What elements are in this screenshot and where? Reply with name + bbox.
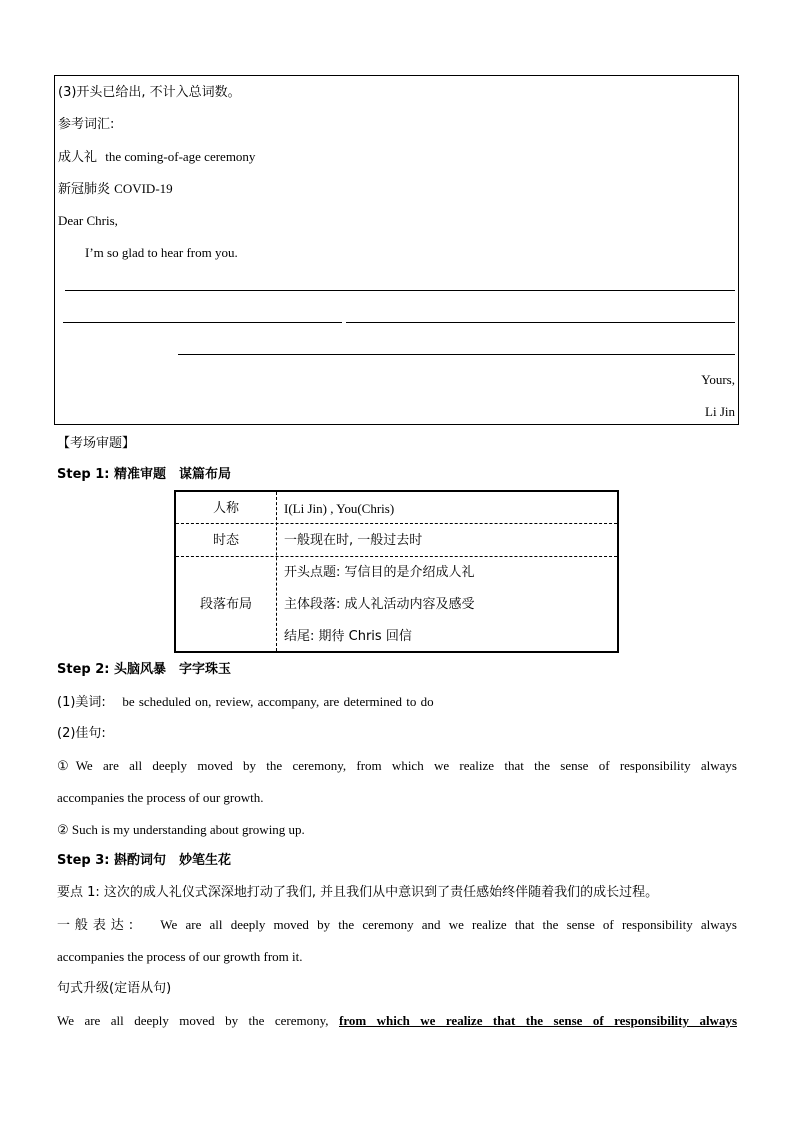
closing: Yours,: [701, 372, 735, 387]
signature: Li Jin: [705, 404, 735, 419]
vocab-item-2-cn: 新冠肺炎: [58, 182, 111, 197]
sentence-1-line-2: accompanies the process of our growth.: [57, 790, 264, 805]
upgrade-sentence-highlight: from which we realize that the sense of responsibility always: [338, 1013, 737, 1028]
table-divider-vertical: [276, 492, 277, 651]
writing-line-1: [65, 290, 735, 291]
writing-line-2b: [346, 322, 735, 323]
general-expression-line-2: accompanies the process of our growth from it.: [57, 949, 303, 964]
good-sentences-label: (2)佳句:: [57, 726, 106, 741]
vocab-item-1-en: the coming-of-age ceremony: [105, 149, 256, 164]
table-label-person: 人称: [212, 501, 239, 516]
vocab-item-2: [58, 181, 173, 198]
section-title: 【考场审题】: [57, 436, 136, 451]
step3-title: Step 3: 斟酌词句 妙笔生花: [57, 853, 231, 868]
table-label-tense: 时态: [212, 533, 239, 548]
instruction-line: (3)开头已给出, 不计入总词数。: [58, 85, 241, 100]
upgrade-label: 句式升级(定语从句): [57, 981, 172, 996]
sentence-1-line-1: [57, 758, 737, 774]
sentence-2-number: ②: [57, 822, 69, 837]
table-value-tense: 一般现在时, 一般过去时: [284, 533, 423, 548]
beautiful-words-label: (1)美词:: [57, 695, 106, 710]
sentence-1-text-1: We are all deeply moved by the ceremony, from which we realize that the sense of responsibility always: [75, 758, 737, 773]
vocab-item-1-cn: 成人礼: [58, 150, 98, 165]
upgrade-sentence-plain: We are all deeply moved by the ceremony,: [57, 1013, 329, 1028]
analysis-table: [174, 490, 619, 653]
table-divider-row-2: [176, 556, 617, 557]
step1-title: Step 1: 精准审题 谋篇布局: [57, 467, 231, 482]
vocab-title: 参考词汇:: [58, 117, 115, 132]
writing-task-box: [54, 75, 739, 425]
table-value-person: I(Li Jin) , You(Chris): [284, 501, 395, 516]
table-value-layout-1: 开头点题: 写信目的是介绍成人礼: [284, 565, 475, 580]
salutation: Dear Chris,: [58, 213, 118, 228]
sentence-2-text: Such is my understanding about growing up.: [71, 822, 305, 837]
step2-title: Step 2: 头脑风暴 字字珠玉: [57, 662, 231, 677]
beautiful-words: [57, 694, 434, 711]
general-expression-label: 一般表达:: [57, 918, 134, 933]
vocab-item-1: [58, 149, 255, 166]
sentence-1-number: ①: [57, 758, 76, 773]
upgrade-sentence: [57, 1013, 737, 1029]
table-label-layout: 段落布局: [199, 597, 252, 612]
writing-line-2a: [63, 322, 342, 323]
table-value-layout-2: 主体段落: 成人礼活动内容及感受: [284, 597, 475, 612]
general-expression-line-1: [57, 917, 737, 934]
table-divider-row-1: [176, 523, 617, 524]
table-value-layout-3: 结尾: 期待 Chris 回信: [284, 629, 412, 644]
opening-sentence: I’m so glad to hear from you.: [85, 245, 238, 260]
vocab-item-2-en: COVID-19: [114, 181, 173, 196]
beautiful-words-list: be scheduled on, review, accompany, are determined to do: [122, 694, 434, 709]
general-expression-text-1: We are all deeply moved by the ceremony and we realize that the sense of responsibility always: [160, 917, 737, 932]
point-1: 要点 1: 这次的成人礼仪式深深地打动了我们, 并且我们从中意识到了责任感始终伴随着我们的成长过程。: [57, 885, 659, 900]
sentence-2: [57, 822, 305, 838]
writing-line-3: [178, 354, 735, 355]
